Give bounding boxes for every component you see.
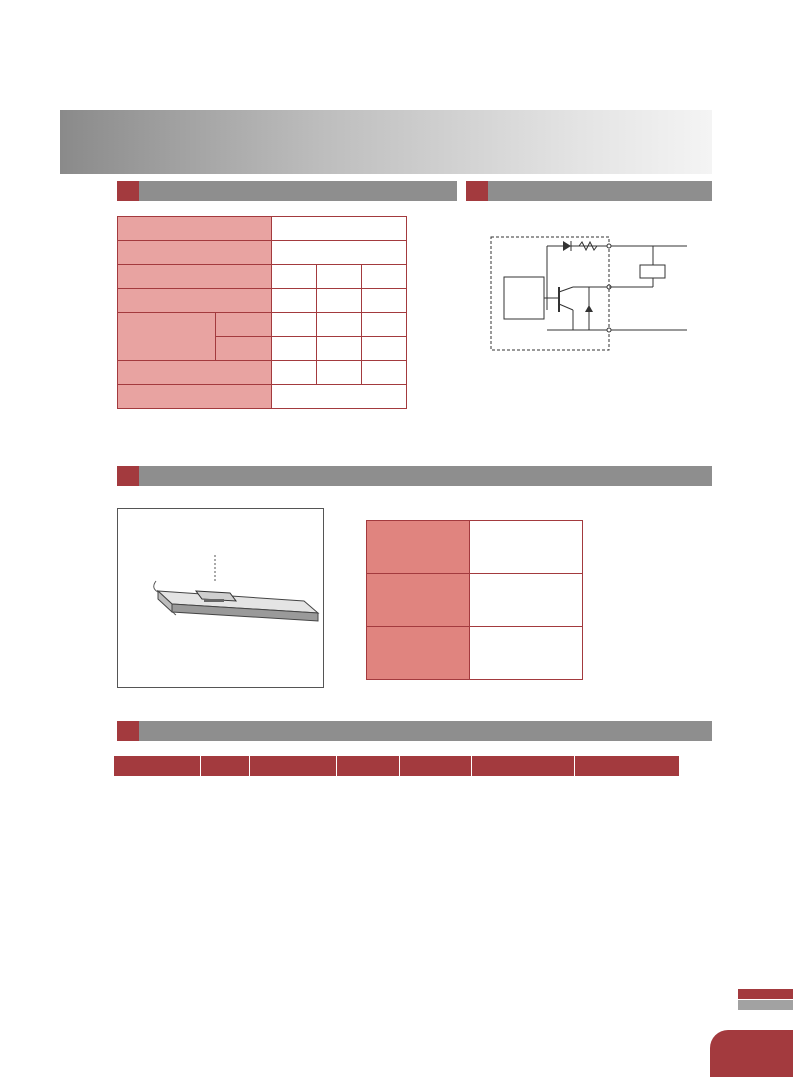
column-header xyxy=(250,756,337,777)
table-cell xyxy=(272,217,407,241)
table-cell xyxy=(272,361,317,385)
overhang-table xyxy=(366,520,583,680)
load-box xyxy=(640,265,665,278)
table-cell xyxy=(272,289,317,313)
moment-value xyxy=(470,574,583,627)
table-cell xyxy=(362,313,407,337)
moment-value xyxy=(470,627,583,680)
variant-my18[interactable] xyxy=(738,1000,793,1010)
collector xyxy=(559,287,573,292)
column-header xyxy=(337,756,400,777)
top-banner xyxy=(60,110,712,174)
table-row xyxy=(118,217,407,241)
table-row xyxy=(118,385,407,409)
table-cell xyxy=(317,265,362,289)
table-cell xyxy=(362,265,407,289)
column-header xyxy=(114,756,201,777)
column-header xyxy=(472,756,575,777)
diode-symbol xyxy=(563,241,571,251)
spec-table xyxy=(117,216,407,409)
table-cell xyxy=(362,289,407,313)
section-marker xyxy=(117,181,139,201)
table-cell xyxy=(118,289,272,313)
overhang-section-bar xyxy=(117,466,712,486)
brown-terminal xyxy=(607,244,611,248)
table-cell xyxy=(118,217,272,241)
variant-my12[interactable] xyxy=(738,989,793,999)
table-row xyxy=(118,289,407,313)
table-cell xyxy=(317,313,362,337)
table-cell xyxy=(317,289,362,313)
carriage-marker xyxy=(204,599,224,602)
column-header xyxy=(575,756,680,777)
table-row xyxy=(118,313,407,337)
table-row xyxy=(118,361,407,385)
payload-label xyxy=(118,313,216,361)
table-row xyxy=(118,241,407,265)
section-marker xyxy=(117,721,139,741)
table-header-row xyxy=(114,756,680,777)
table-cell xyxy=(362,337,407,361)
table-cell xyxy=(272,265,317,289)
page-number xyxy=(710,1030,793,1077)
spec-section-bar xyxy=(117,181,457,201)
section-marker xyxy=(117,466,139,486)
sensor-wiring-diagram xyxy=(487,232,702,372)
table-cell xyxy=(118,361,272,385)
table-row xyxy=(118,265,407,289)
table-cell xyxy=(272,337,317,361)
table-cell xyxy=(118,385,272,409)
moment-value xyxy=(470,521,583,574)
column-header xyxy=(400,756,472,777)
moment-key xyxy=(367,627,470,680)
table-cell xyxy=(118,265,272,289)
motor-table xyxy=(113,755,680,777)
section-marker xyxy=(466,181,488,201)
emitter xyxy=(559,304,573,310)
table-cell xyxy=(272,385,407,409)
table-row xyxy=(367,627,583,680)
moment-key xyxy=(367,574,470,627)
table-cell xyxy=(362,361,407,385)
circuit-box xyxy=(504,277,544,319)
table-cell xyxy=(272,313,317,337)
table-cell xyxy=(317,337,362,361)
motor-section-bar xyxy=(117,721,712,741)
table-cell xyxy=(317,361,362,385)
zener-symbol xyxy=(585,305,593,312)
table-row xyxy=(367,574,583,627)
moment-key xyxy=(367,521,470,574)
table-cell xyxy=(215,313,271,337)
table-cell xyxy=(272,241,407,265)
sensor-section-bar xyxy=(466,181,712,201)
blue-terminal xyxy=(607,328,611,332)
overhang-moment-illustration xyxy=(117,508,324,688)
table-row xyxy=(367,521,583,574)
column-header xyxy=(201,756,250,777)
table-cell xyxy=(118,241,272,265)
table-cell xyxy=(215,337,271,361)
